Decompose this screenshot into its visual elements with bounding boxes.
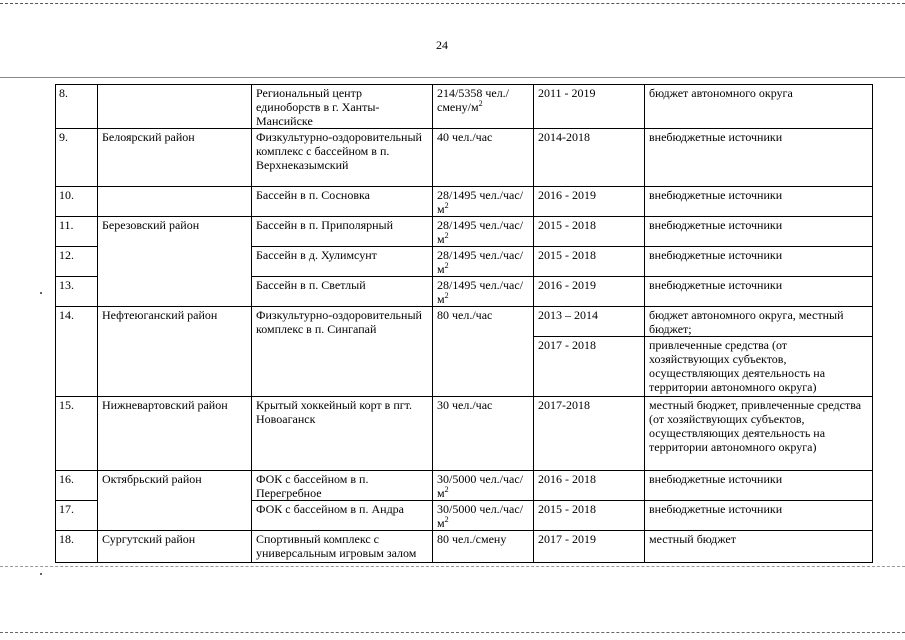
object-cell: ФОК с бассейном в п. Андра	[252, 501, 433, 531]
table-row	[56, 397, 873, 471]
object-cell: Физкультурно-оздоровительный комплекс с бассейном в п. Верхнеказымский	[252, 129, 433, 187]
table-row	[56, 129, 873, 187]
row-number: 11.	[56, 217, 98, 247]
table-row	[56, 307, 873, 337]
period-cell: 2017 - 2018	[534, 337, 645, 397]
capacity-cell: 30/5000 $чел./час/м^2$	[433, 501, 534, 531]
source-cell: внебюджетные источники	[645, 277, 873, 307]
capacity-cell: 28/1495 $чел./час/м^2$	[433, 187, 534, 217]
row-number: 9.	[56, 129, 98, 187]
row-number: 17.	[56, 501, 98, 531]
period-cell: 2015 - 2018	[534, 247, 645, 277]
object-cell: Бассейн в п. Сосновка	[252, 187, 433, 217]
row-number: 12.	[56, 247, 98, 277]
capacity-cell: 40 чел./час	[433, 129, 534, 187]
object-cell: Физкультурно-оздоровительный комплекс в п. Сингапай	[252, 307, 433, 397]
source-cell: внебюджетные источники	[645, 187, 873, 217]
period-cell: 2015 - 2018	[534, 217, 645, 247]
capacity-cell: 28/1495 $чел./час/м^2$	[433, 277, 534, 307]
period-cell: 2011 - 2019	[534, 85, 645, 129]
table-row	[56, 187, 873, 217]
capacity-cell: 30 чел./час	[433, 397, 534, 471]
header-rule	[0, 77, 905, 78]
footer-dashed-rule	[0, 632, 905, 633]
object-cell: Спортивный комплекс с универсальным игровым залом	[252, 531, 433, 563]
district-cell: Нижневартовский район	[98, 397, 252, 471]
period-cell: 2017-2018	[534, 397, 645, 471]
object-cell: Крытый хоккейный корт в пгт. Новоаганск	[252, 397, 433, 471]
row-number: 14.	[56, 307, 98, 397]
row-number: 10.	[56, 187, 98, 217]
source-cell: внебюджетные источники	[645, 129, 873, 187]
table-row	[56, 217, 873, 247]
row-number: 16.	[56, 471, 98, 501]
district-cell: Белоярский район	[98, 129, 252, 187]
objects-table	[55, 84, 873, 563]
capacity-cell: 28/1495 $чел./час/м^2$	[433, 247, 534, 277]
source-cell: местный бюджет	[645, 531, 873, 563]
row-number: 13.	[56, 277, 98, 307]
period-cell: 2014-2018	[534, 129, 645, 187]
source-cell: внебюджетные источники	[645, 217, 873, 247]
object-cell: Бассейн в п. Светлый	[252, 277, 433, 307]
row-number: 15.	[56, 397, 98, 471]
period-cell: 2013 – 2014	[534, 307, 645, 337]
top-dashed-rule	[0, 3, 905, 4]
scan-speck	[40, 573, 42, 575]
object-cell: Бассейн в п. Приполярный	[252, 217, 433, 247]
source-cell: местный бюджет, привлеченные средства (от хозяйствующих субъектов, осуществляющих деятельность на территории автономного округа)	[645, 397, 873, 471]
period-cell: 2016 - 2019	[534, 277, 645, 307]
district-cell	[98, 85, 252, 129]
table-row	[56, 531, 873, 563]
object-cell: ФОК с бассейном в п. Перегребное	[252, 471, 433, 501]
source-cell: внебюджетные источники	[645, 471, 873, 501]
source-cell: внебюджетные источники	[645, 247, 873, 277]
capacity-cell: 80 чел./смену	[433, 531, 534, 563]
capacity-cell: 28/1495 $чел./час/м^2$	[433, 217, 534, 247]
object-cell: Региональный центр единоборств в г. Ханты-Мансийске	[252, 85, 433, 129]
period-cell: 2017 - 2019	[534, 531, 645, 563]
table-row	[56, 471, 873, 501]
bottom-dashed-rule	[0, 566, 905, 567]
page-number: 24	[436, 38, 448, 52]
source-cell: бюджет автономного округа	[645, 85, 873, 129]
capacity-cell: 30/5000 $чел./час/м^2$	[433, 471, 534, 501]
source-cell: привлеченные средства (от хозяйствующих субъектов, осуществляющих деятельность на территории автономного округа)	[645, 337, 873, 397]
period-cell: 2015 - 2018	[534, 501, 645, 531]
source-cell: бюджет автономного округа, местный бюджет;	[645, 307, 873, 337]
period-cell: 2016 - 2019	[534, 187, 645, 217]
row-number: 8.	[56, 85, 98, 129]
object-cell: Бассейн в д. Хулимсунт	[252, 247, 433, 277]
capacity-cell: 214/5358 $чел./смену/м^2$	[433, 85, 534, 129]
district-cell	[98, 187, 252, 217]
capacity-cell: 80 чел./час	[433, 307, 534, 397]
district-cell: Нефтеюганский район	[98, 307, 252, 397]
row-number: 18.	[56, 531, 98, 563]
table-row	[56, 85, 873, 129]
district-cell: Сургутский район	[98, 531, 252, 563]
period-cell: 2016 - 2018	[534, 471, 645, 501]
district-cell: Березовский район	[98, 217, 252, 307]
district-cell: Октябрьский район	[98, 471, 252, 531]
source-cell: внебюджетные источники	[645, 501, 873, 531]
scan-speck	[40, 292, 42, 294]
